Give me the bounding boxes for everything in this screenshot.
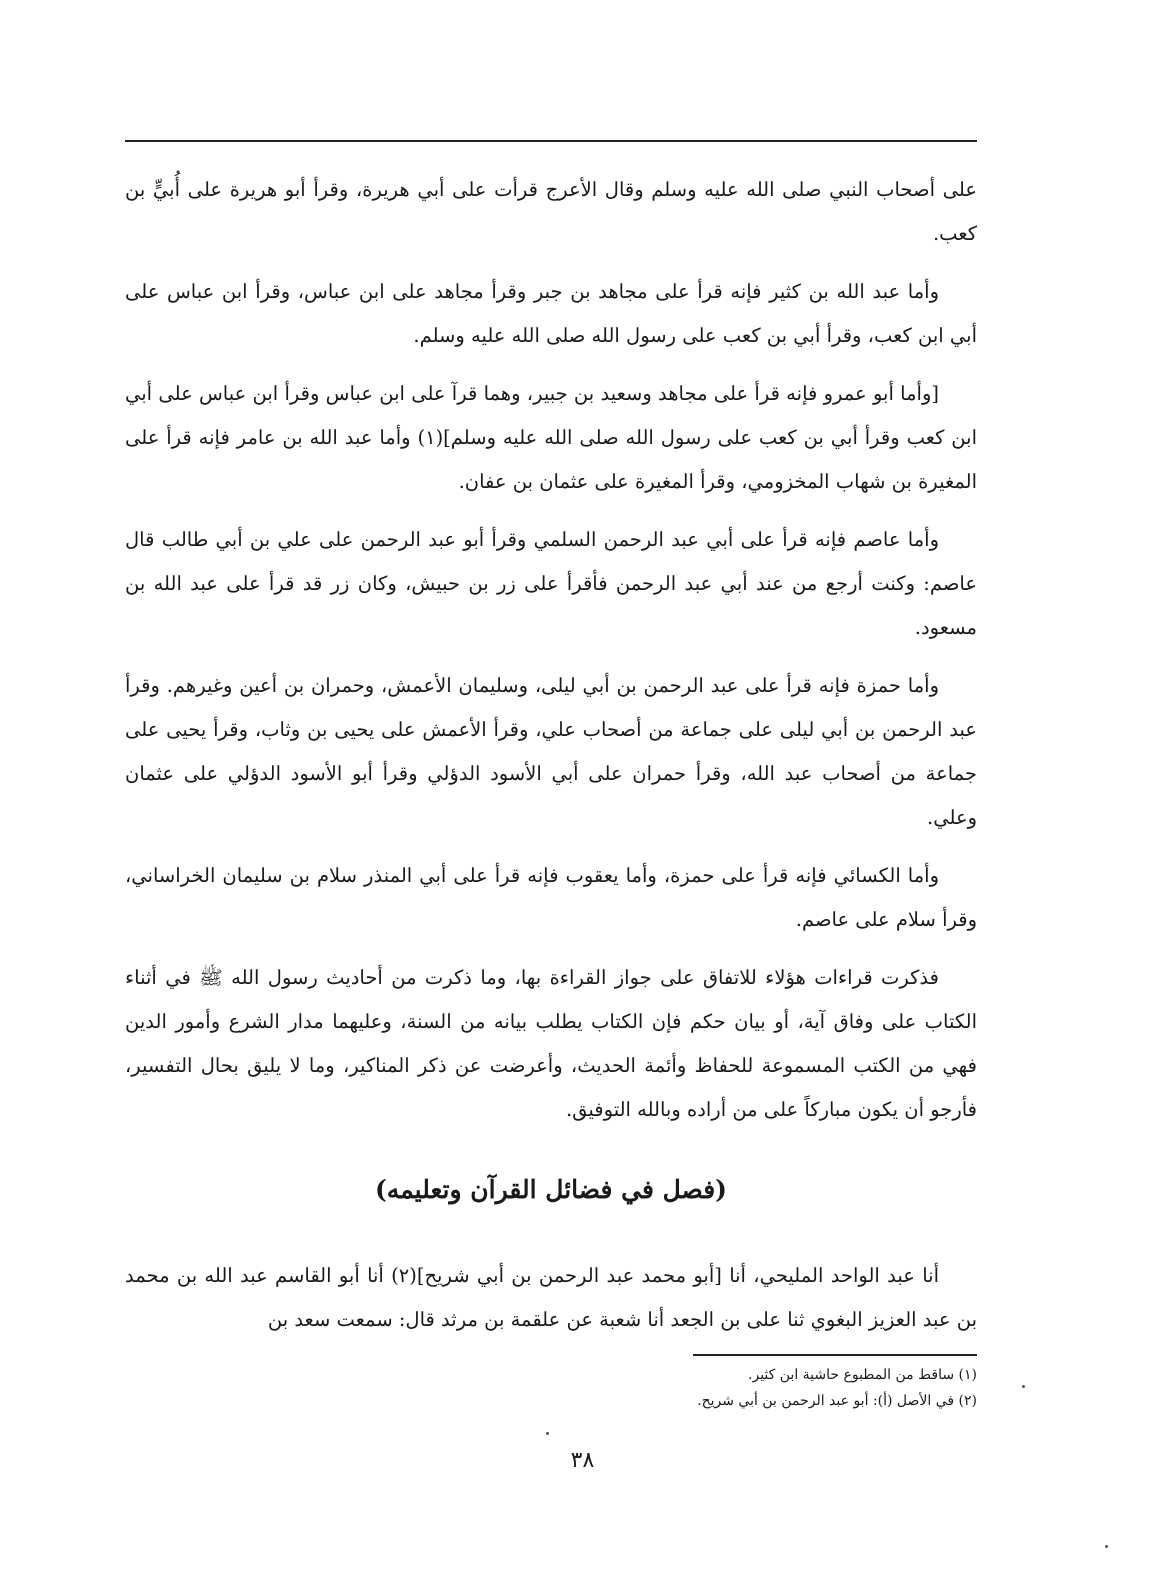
- footnotes: [125, 1362, 977, 1414]
- paragraph-abu-amr: [وأما أبو عمرو فإنه قرأ على مجاهد وسعيد بن جبير، وهما قرآ على ابن عباس وقرأ ابن عباس على أبي ابن كعب وقرأ أبي بن كعب على رسول الله صلى الله عليه وسلم](١) وأما عبد الله بن عامر فإنه قرأ على المغيرة بن شهاب المخزومي، وقرأ المغيرة على عثمان بن عفان.: [125, 382, 978, 493]
- paragraph-isnad: أنا عبد الواحد المليحي، أنا [أبو محمد عبد الرحمن بن أبي شريح](٢) أنا أبو القاسم عبد الله بن محمد بن عبد العزيز البغوي ثنا على بن الجعد أنا شعبة عن علقمة بن مرثد قال: سمعت سعد بن: [125, 1264, 977, 1331]
- header-rule: [125, 140, 977, 142]
- main-text: [125, 168, 977, 1356]
- section-heading: (فصل في فضائل القرآن وتعليمه): [374, 1175, 728, 1204]
- paragraph-kisai: وأما الكسائي فإنه قرأ على حمزة، وأما يعقوب فإنه قرأ على أبي المنذر سلام بن سليمان الخراساني، وقرأ سلام على عاصم.: [125, 864, 977, 931]
- scan-speck: [1022, 1385, 1025, 1388]
- paragraph-hamza: وأما حمزة فإنه قرأ على عبد الرحمن بن أبي ليلى، وسليمان الأعمش، وحمران بن أعين وغيرهم. وقرأ عبد الرحمن بن أبي ليلى على جماعة من أصحاب علي، وقرأ الأعمش على يحيى بن وثاب، وقرأ يحيى على جماعة من أصحاب عبد الله، وقرأ حمران على أبي الأسود الدؤلي وقرأ أبو الأسود الدؤلي على عثمان وعلي.: [125, 674, 977, 829]
- paragraph-ibn-kathir: وأما عبد الله بن كثير فإنه قرأ على مجاهد بن جبر وقرأ مجاهد على ابن عباس، وقرأ ابن عباس على أبي ابن كعب، وقرأ أبي بن كعب على رسول الله صلى الله عليه وسلم.: [125, 280, 977, 347]
- paragraph-asim: وأما عاصم فإنه قرأ على أبي عبد الرحمن السلمي وقرأ أبو عبد الرحمن على علي بن أبي طالب قال عاصم: وكنت أرجع من عند أبي عبد الرحمن فأقرأ على زر بن حبيش، وكان زر قد قرأ على عبد الله بن مسعود.: [125, 528, 977, 639]
- paragraph-continuation: على أصحاب النبي صلى الله عليه وسلم وقال الأعرج قرأت على أبي هريرة، وقرأ أبو هريرة على أُبيٍّ بن كعب.: [125, 178, 977, 245]
- scan-speck: [546, 1432, 549, 1435]
- scan-speck: [1105, 1545, 1108, 1548]
- footnote-2: (٢) في الأصل (أ): أبو عبد الرحمن بن أبي شريح.: [697, 1393, 977, 1409]
- footnote-1: (١) ساقط من المطبوع حاشية ابن كثير.: [748, 1367, 977, 1383]
- paragraph-conclusion: فذكرت قراءات هؤلاء للاتفاق على جواز القراءة بها، وما ذكرت من أحاديث رسول الله ﷺ في أثناء الكتاب على وفاق آية، أو بيان حكم فإن الكتاب يطلب بيانه من السنة، وعليهما مدار الشرع وأمور الدين فهي من الكتب المسموعة للحفاظ وأئمة الحديث، وأعرضت عن ذكر المناكير، وما لا يليق بحال التفسير، فأرجو أن يكون مباركاً على من أراده وبالله التوفيق.: [125, 966, 977, 1121]
- page-number: ٣٨: [570, 1448, 595, 1473]
- footnote-rule: [693, 1354, 977, 1356]
